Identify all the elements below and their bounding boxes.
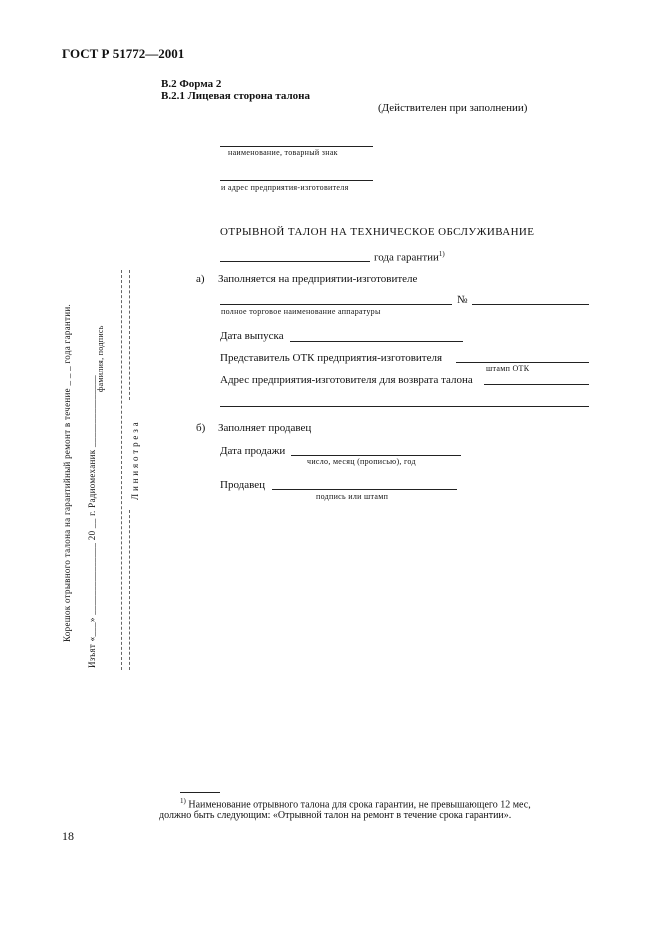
footnote-text-1: Наименование отрывного талона для срока гарантии, не превышающего 12 мес, — [188, 799, 531, 811]
sale-date-line[interactable] — [291, 455, 461, 456]
document-header: ГОСТ Р 51772—2001 — [62, 46, 185, 61]
stub-removal-line: Изъят «___» _______________ 20 __ г. Радиомеханик _______________ — [87, 375, 97, 668]
sale-date-hint: число, месяц (прописью), год — [307, 457, 416, 466]
warranty-text-group — [374, 250, 445, 264]
footnote-separator — [180, 792, 220, 793]
serial-number-line[interactable] — [472, 304, 589, 305]
seller-label: Продавец — [220, 479, 266, 491]
return-address-line-2[interactable] — [220, 406, 589, 407]
otk-representative-line[interactable] — [456, 362, 589, 363]
part-b-marker: б) — [196, 422, 206, 434]
stub-title: Корешок отрывного талона на гарантийный ремонт в течение _ _ _ года гарантии. — [62, 303, 72, 642]
cut-dashed-line-lower — [129, 510, 130, 670]
warranty-years-line[interactable] — [220, 261, 370, 262]
form-subtitle: В.2.1 Лицевая сторона талона — [161, 90, 310, 102]
address-field-label: и адрес предприятия-изготовителя — [221, 183, 349, 192]
cut-dashed-line-upper — [129, 270, 130, 400]
release-date-line[interactable] — [290, 341, 463, 342]
seller-line[interactable] — [272, 489, 457, 490]
footnote-marker: 1) — [180, 797, 186, 805]
cut-line-label: Л и н и я о т р е з а — [130, 422, 140, 500]
stub-signature-hint: фамилия, подпись — [96, 325, 105, 392]
seller-hint: подпись или штамп — [316, 492, 389, 501]
page-number: 18 — [62, 829, 74, 843]
warranty-text: года гарантии — [374, 251, 439, 264]
name-field-label: наименование, товарный знак — [228, 148, 338, 157]
part-a-heading: Заполняется на предприятии-изготовителе — [218, 273, 418, 285]
return-address-label: Адрес предприятия-изготовителя для возврата талона — [220, 374, 473, 386]
number-sign: № — [457, 294, 468, 306]
return-address-line[interactable] — [484, 384, 589, 385]
product-name-label: полное торговое наименование аппаратуры — [221, 307, 381, 316]
part-a-marker: а) — [196, 273, 205, 285]
release-date-label: Дата выпуска — [220, 330, 284, 342]
stub-inner-dashed-line — [121, 270, 122, 670]
sale-date-label: Дата продажи — [220, 445, 286, 457]
footnote-line-2: должно быть следующим: «Отрывной талон на ремонт в течение срока гарантии». — [159, 810, 512, 821]
footnote-line-1 — [180, 797, 531, 810]
validity-note: (Действителен при заполнении) — [378, 102, 528, 114]
warranty-footnote-ref: 1) — [438, 250, 445, 258]
address-field-line[interactable] — [220, 180, 373, 181]
otk-representative-label: Представитель ОТК предприятия-изготовителя — [220, 352, 443, 364]
name-field-line[interactable] — [220, 146, 373, 147]
otk-stamp-label: штамп ОТК — [486, 364, 530, 373]
coupon-title: ОТРЫВНОЙ ТАЛОН НА ТЕХНИЧЕСКОЕ ОБСЛУЖИВАНИЕ — [220, 226, 535, 238]
product-name-line[interactable] — [220, 304, 452, 305]
part-b-heading: Заполняет продавец — [218, 422, 312, 434]
form-title: В.2 Форма 2 — [161, 78, 222, 90]
